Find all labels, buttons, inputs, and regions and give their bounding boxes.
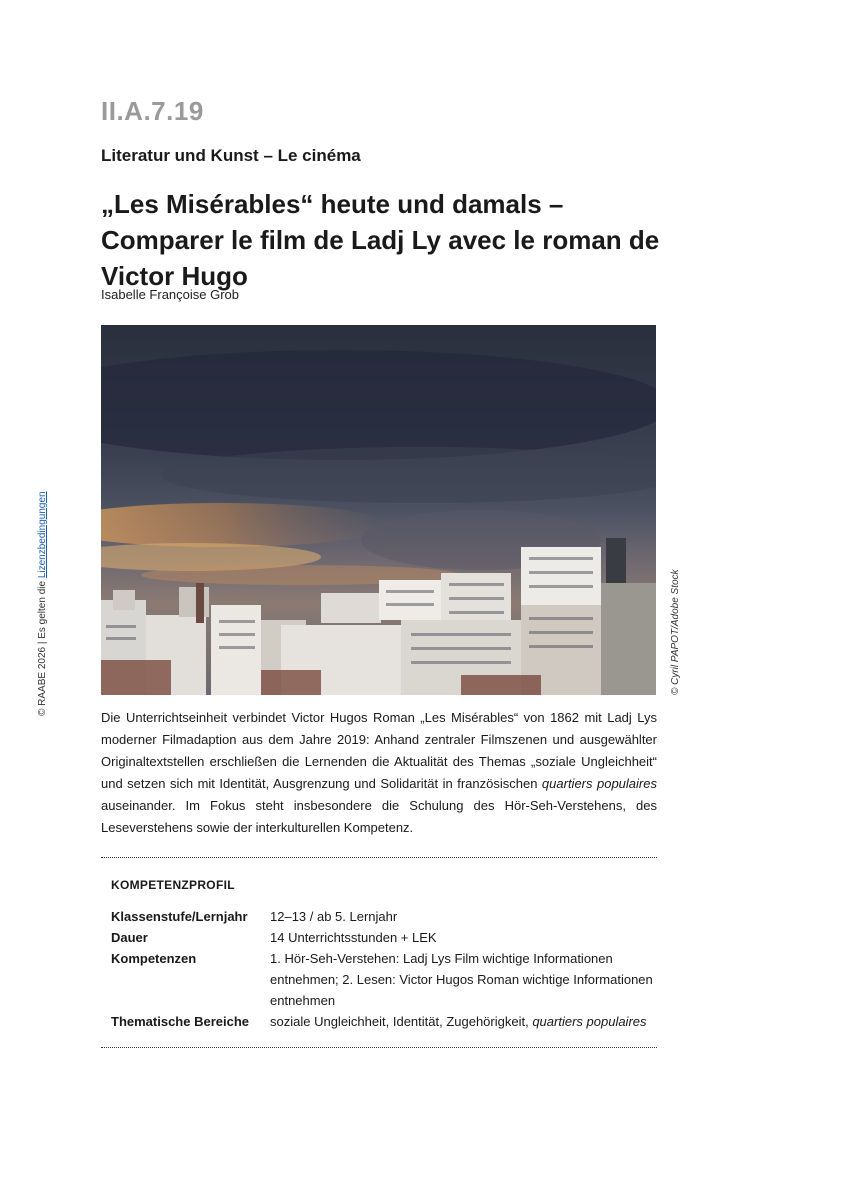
row-value-text: soziale Ungleichheit, Identität, Zugehörigkeit, <box>270 1014 533 1029</box>
table-row <box>111 906 657 927</box>
table-row <box>111 948 657 1011</box>
row-value: 1. Hör-Seh-Verstehen: Ladj Lys Film wichtige Informationen entnehmen; 2. Lesen: Victor Hugos Roman wichtige Informationen entnehmen <box>270 951 653 1008</box>
divider-bottom <box>101 1047 657 1048</box>
row-label: Klassenstufe/Lernjahr <box>111 909 248 924</box>
intro-paragraph <box>101 707 657 839</box>
intro-text-2: auseinander. Im Fokus steht insbesondere die Schulung des Hör-Seh-Verstehens, des Leseverstehens sowie der interkulturellen Kompetenz. <box>101 798 657 835</box>
competence-profile-heading: KOMPETENZPROFIL <box>111 878 235 892</box>
divider-top <box>101 857 657 858</box>
competence-profile-table <box>111 906 657 1032</box>
license-note <box>37 491 48 716</box>
table-row <box>111 927 657 948</box>
row-value: 14 Unterrichtsstunden + LEK <box>270 930 437 945</box>
page-title: „Les Misérables“ heute und damals – Comparer le film de Ladj Ly avec le roman de Victor Hugo <box>101 189 660 291</box>
row-value <box>270 1011 657 1032</box>
table-row <box>111 1011 657 1032</box>
row-label: Kompetenzen <box>111 951 197 966</box>
row-label: Thematische Bereiche <box>111 1014 250 1029</box>
intro-text-1: Die Unterrichtseinheit verbindet Victor Hugos Roman „Les Misérables“ von 1862 mit Ladj Lys moderner Filmadaption aus dem Jahre 2019: Anhand zentraler Filmszenen und ausgewählter Originaltextstellen erschließen die Lernenden die Aktualität des Themas „soziale Ungleichheit“ und setzen sich mit Identität, Ausgrenzung und Solidarität in französischen <box>101 710 657 791</box>
row-value: 12–13 / ab 5. Lernjahr <box>270 909 398 924</box>
row-label: Dauer <box>111 930 148 945</box>
unit-code: II.A.7.19 <box>101 96 204 126</box>
cityscape-photo <box>101 325 656 695</box>
photo-credit: © Cyril PAPOT/Adobe Stock <box>670 569 681 695</box>
intro-text-italic: quartiers populaires <box>541 776 657 791</box>
license-note-prefix: © RAABE 2026 | Es gelten die <box>37 578 48 716</box>
author-name: Isabelle Françoise Grob <box>101 287 240 302</box>
row-value-italic: quartiers populaires <box>532 1014 647 1029</box>
license-link[interactable]: Lizenzbedingungen <box>37 491 48 579</box>
topic-subtitle: Literatur und Kunst – Le cinéma <box>101 146 361 165</box>
